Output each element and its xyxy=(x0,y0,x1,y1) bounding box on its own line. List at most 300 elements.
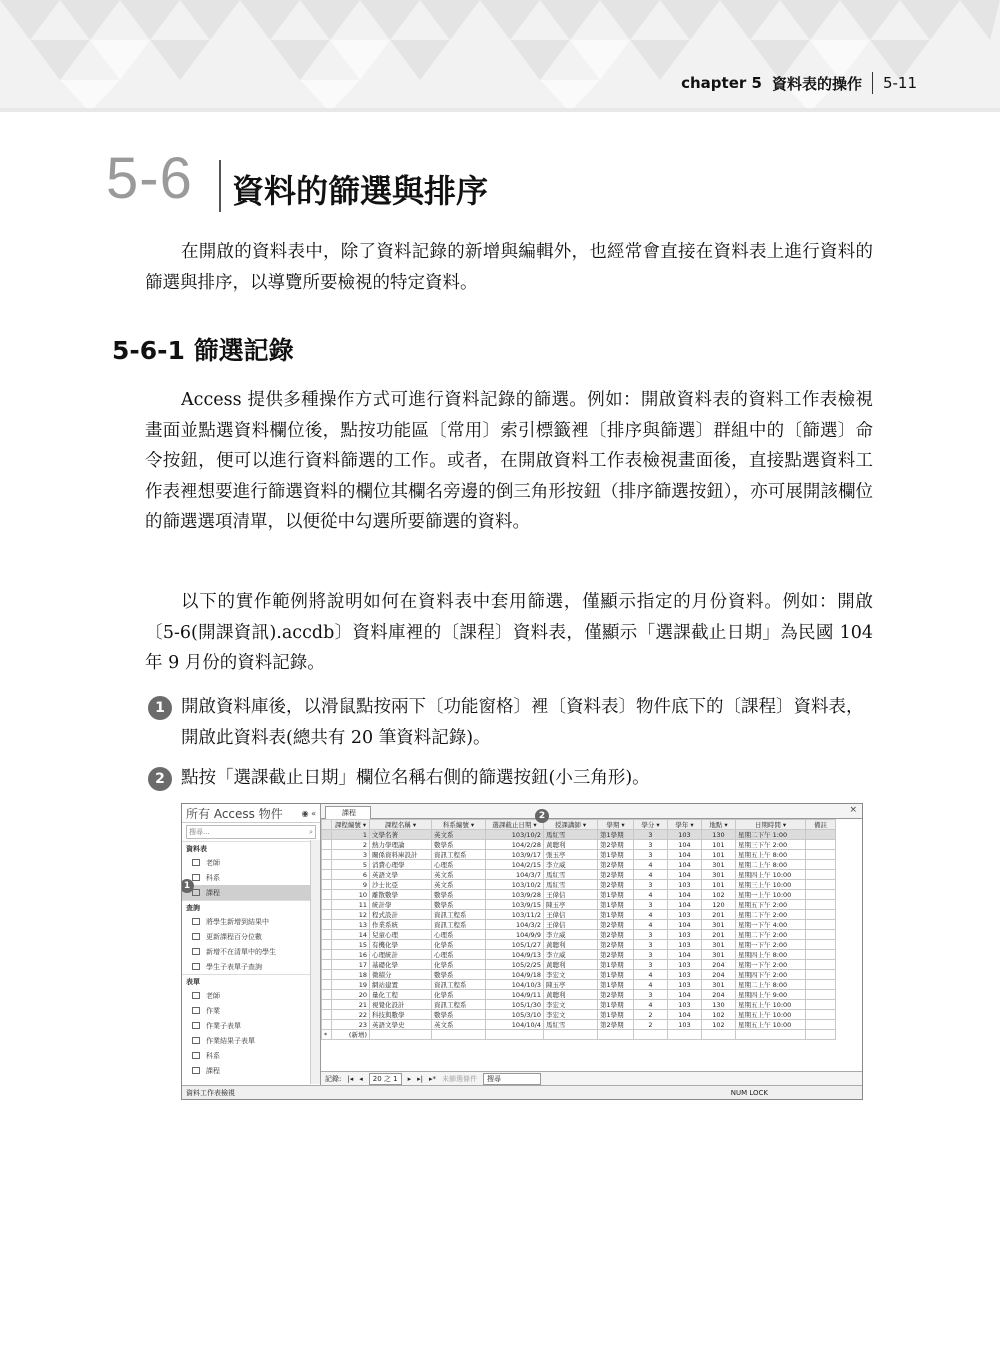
table-cell[interactable]: 化學系 xyxy=(432,940,486,950)
table-row[interactable] xyxy=(322,950,836,960)
table-cell[interactable]: 第1學期 xyxy=(598,850,634,860)
table-cell[interactable]: 2 xyxy=(634,1010,668,1020)
table-cell[interactable]: 104 xyxy=(668,900,702,910)
table-cell[interactable]: 第1學期 xyxy=(598,960,634,970)
row-selector[interactable] xyxy=(322,830,332,840)
table-cell[interactable]: 第2學期 xyxy=(598,1020,634,1030)
filter-dropdown-icon[interactable]: ▾ xyxy=(531,820,537,829)
table-cell[interactable] xyxy=(806,1010,836,1020)
table-cell[interactable] xyxy=(806,960,836,970)
new-record-row[interactable] xyxy=(322,1030,836,1040)
table-cell[interactable]: 英語文學史 xyxy=(370,1020,432,1030)
table-cell[interactable] xyxy=(806,890,836,900)
table-cell[interactable]: 102 xyxy=(702,1020,736,1030)
column-header[interactable] xyxy=(634,820,668,830)
table-cell[interactable]: 第2學期 xyxy=(598,840,634,850)
no-filter-indicator[interactable]: 未篩選條件 xyxy=(441,1074,477,1083)
table-cell[interactable]: 103 xyxy=(668,830,702,840)
tab-courses[interactable] xyxy=(325,806,371,819)
table-cell[interactable]: 心理系 xyxy=(432,860,486,870)
table-cell[interactable]: 4 xyxy=(634,920,668,930)
table-cell[interactable]: 第1學期 xyxy=(598,1000,634,1010)
table-cell[interactable]: 130 xyxy=(702,830,736,840)
table-cell[interactable]: 第1學期 xyxy=(598,890,634,900)
table-cell[interactable] xyxy=(806,840,836,850)
table-cell[interactable]: 104/10/3 xyxy=(486,980,544,990)
column-header[interactable] xyxy=(486,820,544,830)
table-cell[interactable]: 數學系 xyxy=(432,890,486,900)
table-cell[interactable]: 化學系 xyxy=(432,960,486,970)
table-cell[interactable]: 數學系 xyxy=(432,1010,486,1020)
table-cell[interactable] xyxy=(806,930,836,940)
table-cell[interactable]: 104 xyxy=(668,850,702,860)
table-cell[interactable]: 李宏文 xyxy=(544,970,598,980)
table-cell[interactable]: 網站建置 xyxy=(370,980,432,990)
table-cell[interactable]: 熱力學理論 xyxy=(370,840,432,850)
nav-item[interactable] xyxy=(182,988,320,1003)
table-row[interactable] xyxy=(322,1020,836,1030)
table-cell[interactable]: 3 xyxy=(634,840,668,850)
nav-group-header[interactable] xyxy=(182,974,320,988)
table-cell[interactable]: 103 xyxy=(668,940,702,950)
table-row[interactable] xyxy=(322,890,836,900)
table-cell[interactable]: 105/3/10 xyxy=(486,1010,544,1020)
table-cell[interactable]: 程式設計 xyxy=(370,910,432,920)
table-cell[interactable]: 20 xyxy=(332,990,370,1000)
nav-item[interactable] xyxy=(182,959,320,974)
table-cell[interactable]: 王偉信 xyxy=(544,920,598,930)
table-cell[interactable]: 黃聰利 xyxy=(544,990,598,1000)
table-cell[interactable] xyxy=(806,980,836,990)
table-cell[interactable]: 16 xyxy=(332,950,370,960)
last-record-icon[interactable]: ▸| xyxy=(417,1074,423,1083)
column-header[interactable] xyxy=(332,820,370,830)
table-row[interactable] xyxy=(322,940,836,950)
table-row[interactable] xyxy=(322,960,836,970)
table-cell[interactable]: 103/9/17 xyxy=(486,850,544,860)
table-cell[interactable]: 數學系 xyxy=(432,840,486,850)
table-cell[interactable]: 資訊工程系 xyxy=(432,910,486,920)
table-cell[interactable]: 第1學期 xyxy=(598,970,634,980)
table-cell[interactable]: 黃聰利 xyxy=(544,960,598,970)
table-cell[interactable]: 第1學期 xyxy=(598,980,634,990)
table-cell[interactable]: 第1學期 xyxy=(598,910,634,920)
filter-dropdown-icon[interactable]: ▾ xyxy=(580,820,587,829)
table-cell[interactable]: 103 xyxy=(668,910,702,920)
table-cell[interactable]: 第1學期 xyxy=(598,830,634,840)
table-cell[interactable]: 黃聰利 xyxy=(544,940,598,950)
table-cell[interactable]: 6 xyxy=(332,870,370,880)
table-cell[interactable]: 3 xyxy=(634,960,668,970)
table-cell[interactable]: 103 xyxy=(668,960,702,970)
table-cell[interactable]: 104/9/9 xyxy=(486,930,544,940)
table-cell[interactable]: 量化工程 xyxy=(370,990,432,1000)
column-header[interactable] xyxy=(370,820,432,830)
table-cell[interactable]: 104 xyxy=(668,950,702,960)
table-cell[interactable]: 103 xyxy=(668,1000,702,1010)
record-position[interactable]: 20 之 1 xyxy=(369,1073,402,1085)
table-cell[interactable]: 3 xyxy=(634,950,668,960)
table-cell[interactable]: 104/3/7 xyxy=(486,870,544,880)
nav-item[interactable] xyxy=(182,1063,320,1078)
table-cell[interactable]: 星期二上午 8:00 xyxy=(736,860,806,870)
table-cell[interactable]: 心理系 xyxy=(432,930,486,940)
table-cell[interactable]: 星期一下午 4:00 xyxy=(736,920,806,930)
table-cell[interactable]: 資訊工程系 xyxy=(432,1000,486,1010)
filter-dropdown-icon[interactable]: ▾ xyxy=(468,820,475,829)
nav-item[interactable] xyxy=(182,1018,320,1033)
table-cell[interactable]: 301 xyxy=(702,860,736,870)
table-cell[interactable]: 3 xyxy=(634,990,668,1000)
first-record-icon[interactable]: |◂ xyxy=(347,1074,354,1083)
table-cell[interactable]: 第2學期 xyxy=(598,940,634,950)
table-cell[interactable]: 星期五上午 10:00 xyxy=(736,1010,806,1020)
table-cell[interactable]: 103/10/2 xyxy=(486,880,544,890)
table-cell[interactable]: 數學系 xyxy=(432,900,486,910)
table-cell[interactable]: 黃聰利 xyxy=(544,840,598,850)
prev-record-icon[interactable]: ◂ xyxy=(359,1074,363,1083)
table-cell[interactable]: 4 xyxy=(634,980,668,990)
column-header[interactable] xyxy=(806,820,836,830)
table-cell[interactable]: 104 xyxy=(668,990,702,1000)
table-cell[interactable]: 104 xyxy=(668,920,702,930)
table-cell[interactable]: 星期一下午 2:00 xyxy=(736,960,806,970)
row-selector[interactable] xyxy=(322,860,332,870)
table-cell[interactable]: 12 xyxy=(332,910,370,920)
table-cell[interactable]: 104/2/15 xyxy=(486,860,544,870)
filter-dropdown-icon[interactable]: ▾ xyxy=(360,820,367,829)
row-selector[interactable] xyxy=(322,1000,332,1010)
table-row[interactable] xyxy=(322,1000,836,1010)
table-cell[interactable]: 23 xyxy=(332,1020,370,1030)
table-cell[interactable]: 11 xyxy=(332,900,370,910)
table-cell[interactable]: 心理系 xyxy=(432,950,486,960)
table-cell[interactable]: 15 xyxy=(332,940,370,950)
table-cell[interactable] xyxy=(806,950,836,960)
table-cell[interactable]: 星期五上午 10:00 xyxy=(736,1020,806,1030)
table-cell[interactable]: 李立威 xyxy=(544,860,598,870)
table-cell[interactable]: 科技與數學 xyxy=(370,1010,432,1020)
table-cell[interactable] xyxy=(486,1030,544,1040)
table-cell[interactable]: 103 xyxy=(668,880,702,890)
row-selector[interactable] xyxy=(322,980,332,990)
row-selector[interactable] xyxy=(322,880,332,890)
table-cell[interactable]: 104 xyxy=(668,840,702,850)
table-cell[interactable]: 星期一下午 2:00 xyxy=(736,940,806,950)
table-cell[interactable]: 3 xyxy=(634,930,668,940)
table-cell[interactable]: 13 xyxy=(332,920,370,930)
table-row[interactable] xyxy=(322,930,836,940)
table-cell[interactable]: 105/2/25 xyxy=(486,960,544,970)
table-cell[interactable] xyxy=(806,850,836,860)
table-cell[interactable]: 微積分 xyxy=(370,970,432,980)
table-cell[interactable] xyxy=(806,920,836,930)
table-row[interactable] xyxy=(322,970,836,980)
table-cell[interactable]: 第2學期 xyxy=(598,930,634,940)
row-selector[interactable] xyxy=(322,910,332,920)
table-cell[interactable]: 3 xyxy=(634,900,668,910)
table-row[interactable] xyxy=(322,860,836,870)
row-selector[interactable] xyxy=(322,850,332,860)
table-cell[interactable]: 102 xyxy=(702,890,736,900)
table-cell[interactable] xyxy=(806,970,836,980)
table-cell[interactable]: 星期三下午 2:00 xyxy=(736,840,806,850)
table-cell[interactable]: 301 xyxy=(702,940,736,950)
row-selector[interactable] xyxy=(322,950,332,960)
table-cell[interactable] xyxy=(736,1030,806,1040)
nav-group-header[interactable] xyxy=(182,900,320,914)
table-cell[interactable]: 103/10/2 xyxy=(486,830,544,840)
table-cell[interactable] xyxy=(634,1030,668,1040)
row-selector[interactable] xyxy=(322,930,332,940)
row-selector[interactable] xyxy=(322,890,332,900)
table-cell[interactable] xyxy=(806,880,836,890)
table-cell[interactable]: 李立威 xyxy=(544,950,598,960)
table-row[interactable] xyxy=(322,850,836,860)
nav-group-header[interactable] xyxy=(182,841,320,855)
filter-dropdown-icon[interactable]: ▾ xyxy=(722,820,728,829)
filter-dropdown-icon[interactable]: ▾ xyxy=(619,820,625,829)
table-cell[interactable]: 201 xyxy=(702,910,736,920)
table-cell[interactable]: 有機化學 xyxy=(370,940,432,950)
table-cell[interactable]: 204 xyxy=(702,960,736,970)
table-cell[interactable]: 星期五下午 2:00 xyxy=(736,900,806,910)
table-cell[interactable]: 資訊工程系 xyxy=(432,850,486,860)
table-cell[interactable]: 10 xyxy=(332,890,370,900)
table-cell[interactable]: 120 xyxy=(702,900,736,910)
row-selector[interactable] xyxy=(322,900,332,910)
table-cell[interactable]: 204 xyxy=(702,990,736,1000)
filter-dropdown-icon[interactable]: ▾ xyxy=(654,820,660,829)
table-cell[interactable]: 第2學期 xyxy=(598,920,634,930)
table-cell[interactable] xyxy=(598,1030,634,1040)
table-cell[interactable]: 3 xyxy=(634,940,668,950)
table-cell[interactable]: 心理統計 xyxy=(370,950,432,960)
table-cell[interactable]: 離散數學 xyxy=(370,890,432,900)
table-cell[interactable]: 104/10/4 xyxy=(486,1020,544,1030)
table-cell[interactable]: 204 xyxy=(702,970,736,980)
table-cell[interactable]: 馬紅雪 xyxy=(544,1020,598,1030)
table-cell[interactable] xyxy=(806,1030,836,1040)
table-row[interactable] xyxy=(322,880,836,890)
table-row[interactable] xyxy=(322,840,836,850)
table-cell[interactable]: 消費心理學 xyxy=(370,860,432,870)
table-cell[interactable]: 作業系統 xyxy=(370,920,432,930)
table-cell[interactable]: 103 xyxy=(668,930,702,940)
table-cell[interactable]: 17 xyxy=(332,960,370,970)
table-cell[interactable] xyxy=(806,860,836,870)
table-row[interactable] xyxy=(322,900,836,910)
table-cell[interactable]: 104/9/18 xyxy=(486,970,544,980)
table-cell[interactable]: 基礎化學 xyxy=(370,960,432,970)
table-cell[interactable]: 301 xyxy=(702,920,736,930)
table-cell[interactable] xyxy=(668,1030,702,1040)
table-cell[interactable]: 4 xyxy=(634,910,668,920)
filter-dropdown-icon[interactable]: ▾ xyxy=(410,820,417,829)
table-cell[interactable]: 陳玉亭 xyxy=(544,980,598,990)
table-cell[interactable]: 103/9/15 xyxy=(486,900,544,910)
table-cell[interactable] xyxy=(806,940,836,950)
nav-item[interactable] xyxy=(182,870,320,885)
table-cell[interactable]: 統計學 xyxy=(370,900,432,910)
table-cell[interactable] xyxy=(544,1030,598,1040)
table-cell[interactable] xyxy=(806,990,836,1000)
table-cell[interactable]: 王偉信 xyxy=(544,910,598,920)
table-cell[interactable]: 沙士比亞 xyxy=(370,880,432,890)
table-cell[interactable]: 馬紅雪 xyxy=(544,870,598,880)
filter-dropdown-icon[interactable]: ▾ xyxy=(688,820,694,829)
table-cell[interactable] xyxy=(432,1030,486,1040)
table-cell[interactable] xyxy=(702,1030,736,1040)
row-selector[interactable] xyxy=(322,870,332,880)
column-header[interactable] xyxy=(432,820,486,830)
table-cell[interactable]: 英語文學 xyxy=(370,870,432,880)
table-cell[interactable]: 視覺化設計 xyxy=(370,1000,432,1010)
table-cell[interactable]: 104/2/28 xyxy=(486,840,544,850)
filter-dropdown-icon[interactable]: ▾ xyxy=(780,820,787,829)
table-cell[interactable] xyxy=(806,1020,836,1030)
table-cell[interactable]: 104 xyxy=(668,890,702,900)
table-cell[interactable]: 4 xyxy=(634,970,668,980)
table-cell[interactable]: 王偉信 xyxy=(544,890,598,900)
table-cell[interactable]: 第2學期 xyxy=(598,870,634,880)
table-cell[interactable]: 103 xyxy=(668,1020,702,1030)
table-cell[interactable]: 星期五上午 10:00 xyxy=(736,1000,806,1010)
nav-item[interactable] xyxy=(182,944,320,959)
table-cell[interactable]: 第1學期 xyxy=(598,900,634,910)
table-cell[interactable] xyxy=(370,1030,432,1040)
table-cell[interactable]: 星期三上午 10:00 xyxy=(736,880,806,890)
table-cell[interactable]: 102 xyxy=(702,1010,736,1020)
table-cell[interactable]: 星期二下午 2:00 xyxy=(736,910,806,920)
table-cell[interactable]: 英文系 xyxy=(432,830,486,840)
table-cell[interactable]: 5 xyxy=(332,860,370,870)
table-cell[interactable]: 103 xyxy=(668,980,702,990)
table-cell[interactable]: 104 xyxy=(668,1010,702,1020)
table-cell[interactable]: 第2學期 xyxy=(598,990,634,1000)
row-selector[interactable] xyxy=(322,920,332,930)
table-cell[interactable]: 301 xyxy=(702,870,736,880)
table-cell[interactable]: 101 xyxy=(702,840,736,850)
table-cell[interactable] xyxy=(806,830,836,840)
table-cell[interactable]: 104/3/2 xyxy=(486,920,544,930)
table-cell[interactable]: 馬紅雪 xyxy=(544,880,598,890)
table-cell[interactable]: 兒童心理 xyxy=(370,930,432,940)
table-cell[interactable]: 103 xyxy=(668,970,702,980)
chevron-down-icon[interactable]: ◉ « xyxy=(301,808,316,818)
table-row[interactable] xyxy=(322,990,836,1000)
table-cell[interactable]: 陳玉亭 xyxy=(544,900,598,910)
table-row[interactable] xyxy=(322,870,836,880)
table-cell[interactable] xyxy=(806,1000,836,1010)
table-cell[interactable]: 101 xyxy=(702,880,736,890)
table-cell[interactable]: 張玉亭 xyxy=(544,850,598,860)
close-icon[interactable]: × xyxy=(849,805,857,815)
table-cell[interactable] xyxy=(806,900,836,910)
table-cell[interactable]: 3 xyxy=(634,880,668,890)
row-selector[interactable] xyxy=(322,990,332,1000)
table-cell[interactable]: 101 xyxy=(702,850,736,860)
table-cell[interactable] xyxy=(806,910,836,920)
table-cell[interactable]: 301 xyxy=(702,950,736,960)
table-cell[interactable]: 資訊工程系 xyxy=(432,980,486,990)
table-row[interactable] xyxy=(322,910,836,920)
column-header[interactable] xyxy=(736,820,806,830)
table-cell[interactable]: 19 xyxy=(332,980,370,990)
table-cell[interactable]: 21 xyxy=(332,1000,370,1010)
table-cell[interactable]: 1 xyxy=(332,830,370,840)
nav-scrollbar[interactable] xyxy=(310,840,320,1084)
table-cell[interactable]: 201 xyxy=(702,930,736,940)
table-cell[interactable]: 星期四下午 2:00 xyxy=(736,970,806,980)
table-cell[interactable]: 2 xyxy=(634,1020,668,1030)
table-cell[interactable]: 4 xyxy=(634,1000,668,1010)
table-cell[interactable]: 103/11/2 xyxy=(486,910,544,920)
table-cell[interactable]: 301 xyxy=(702,980,736,990)
table-cell[interactable]: 星期二下午 1:00 xyxy=(736,830,806,840)
table-cell[interactable]: 星期四上午 9:00 xyxy=(736,990,806,1000)
column-header[interactable] xyxy=(598,820,634,830)
table-row[interactable] xyxy=(322,830,836,840)
table-cell[interactable]: 2 xyxy=(332,840,370,850)
table-cell[interactable]: 18 xyxy=(332,970,370,980)
table-row[interactable] xyxy=(322,920,836,930)
table-cell[interactable]: 104 xyxy=(668,870,702,880)
search-icon[interactable]: ⌕ xyxy=(309,827,313,836)
row-selector[interactable] xyxy=(322,960,332,970)
table-cell[interactable]: 英文系 xyxy=(432,880,486,890)
table-cell[interactable] xyxy=(806,870,836,880)
table-row[interactable] xyxy=(322,1010,836,1020)
column-header[interactable] xyxy=(668,820,702,830)
row-selector[interactable] xyxy=(322,1010,332,1020)
table-cell[interactable]: 103/9/28 xyxy=(486,890,544,900)
nav-item[interactable] xyxy=(182,885,320,900)
table-cell[interactable]: 李立威 xyxy=(544,930,598,940)
nav-item[interactable] xyxy=(182,914,320,929)
next-record-icon[interactable]: ▸ xyxy=(407,1074,412,1083)
nav-item[interactable] xyxy=(182,855,320,870)
row-selector[interactable] xyxy=(322,840,332,850)
row-selector[interactable] xyxy=(322,1020,332,1030)
nav-item[interactable] xyxy=(182,929,320,944)
table-cell[interactable]: 關係資料庫設計 xyxy=(370,850,432,860)
table-cell[interactable]: 3 xyxy=(634,830,668,840)
table-cell[interactable]: 104/9/11 xyxy=(486,990,544,1000)
table-cell[interactable]: 星期一上午 10:00 xyxy=(736,890,806,900)
table-cell[interactable]: 英文系 xyxy=(432,1020,486,1030)
nav-item[interactable] xyxy=(182,1003,320,1018)
new-record-icon[interactable]: ▸* xyxy=(428,1074,436,1083)
table-cell[interactable]: 星期五上午 8:00 xyxy=(736,850,806,860)
table-cell[interactable]: 馬紅雪 xyxy=(544,830,598,840)
table-cell[interactable]: 星期二上午 8:00 xyxy=(736,980,806,990)
row-selector-header[interactable] xyxy=(322,820,332,830)
table-cell[interactable]: 李宏文 xyxy=(544,1000,598,1010)
table-cell[interactable]: 第2學期 xyxy=(598,950,634,960)
table-row[interactable] xyxy=(322,980,836,990)
table-cell[interactable]: 4 xyxy=(634,860,668,870)
table-cell[interactable]: 105/1/30 xyxy=(486,1000,544,1010)
row-selector[interactable] xyxy=(322,970,332,980)
table-cell[interactable]: 104/9/13 xyxy=(486,950,544,960)
table-cell[interactable]: 3 xyxy=(634,850,668,860)
table-cell[interactable]: 104 xyxy=(668,860,702,870)
table-cell[interactable]: 14 xyxy=(332,930,370,940)
table-cell[interactable]: 英文系 xyxy=(432,870,486,880)
nav-item[interactable] xyxy=(182,1048,320,1063)
table-cell[interactable]: 數學系 xyxy=(432,970,486,980)
